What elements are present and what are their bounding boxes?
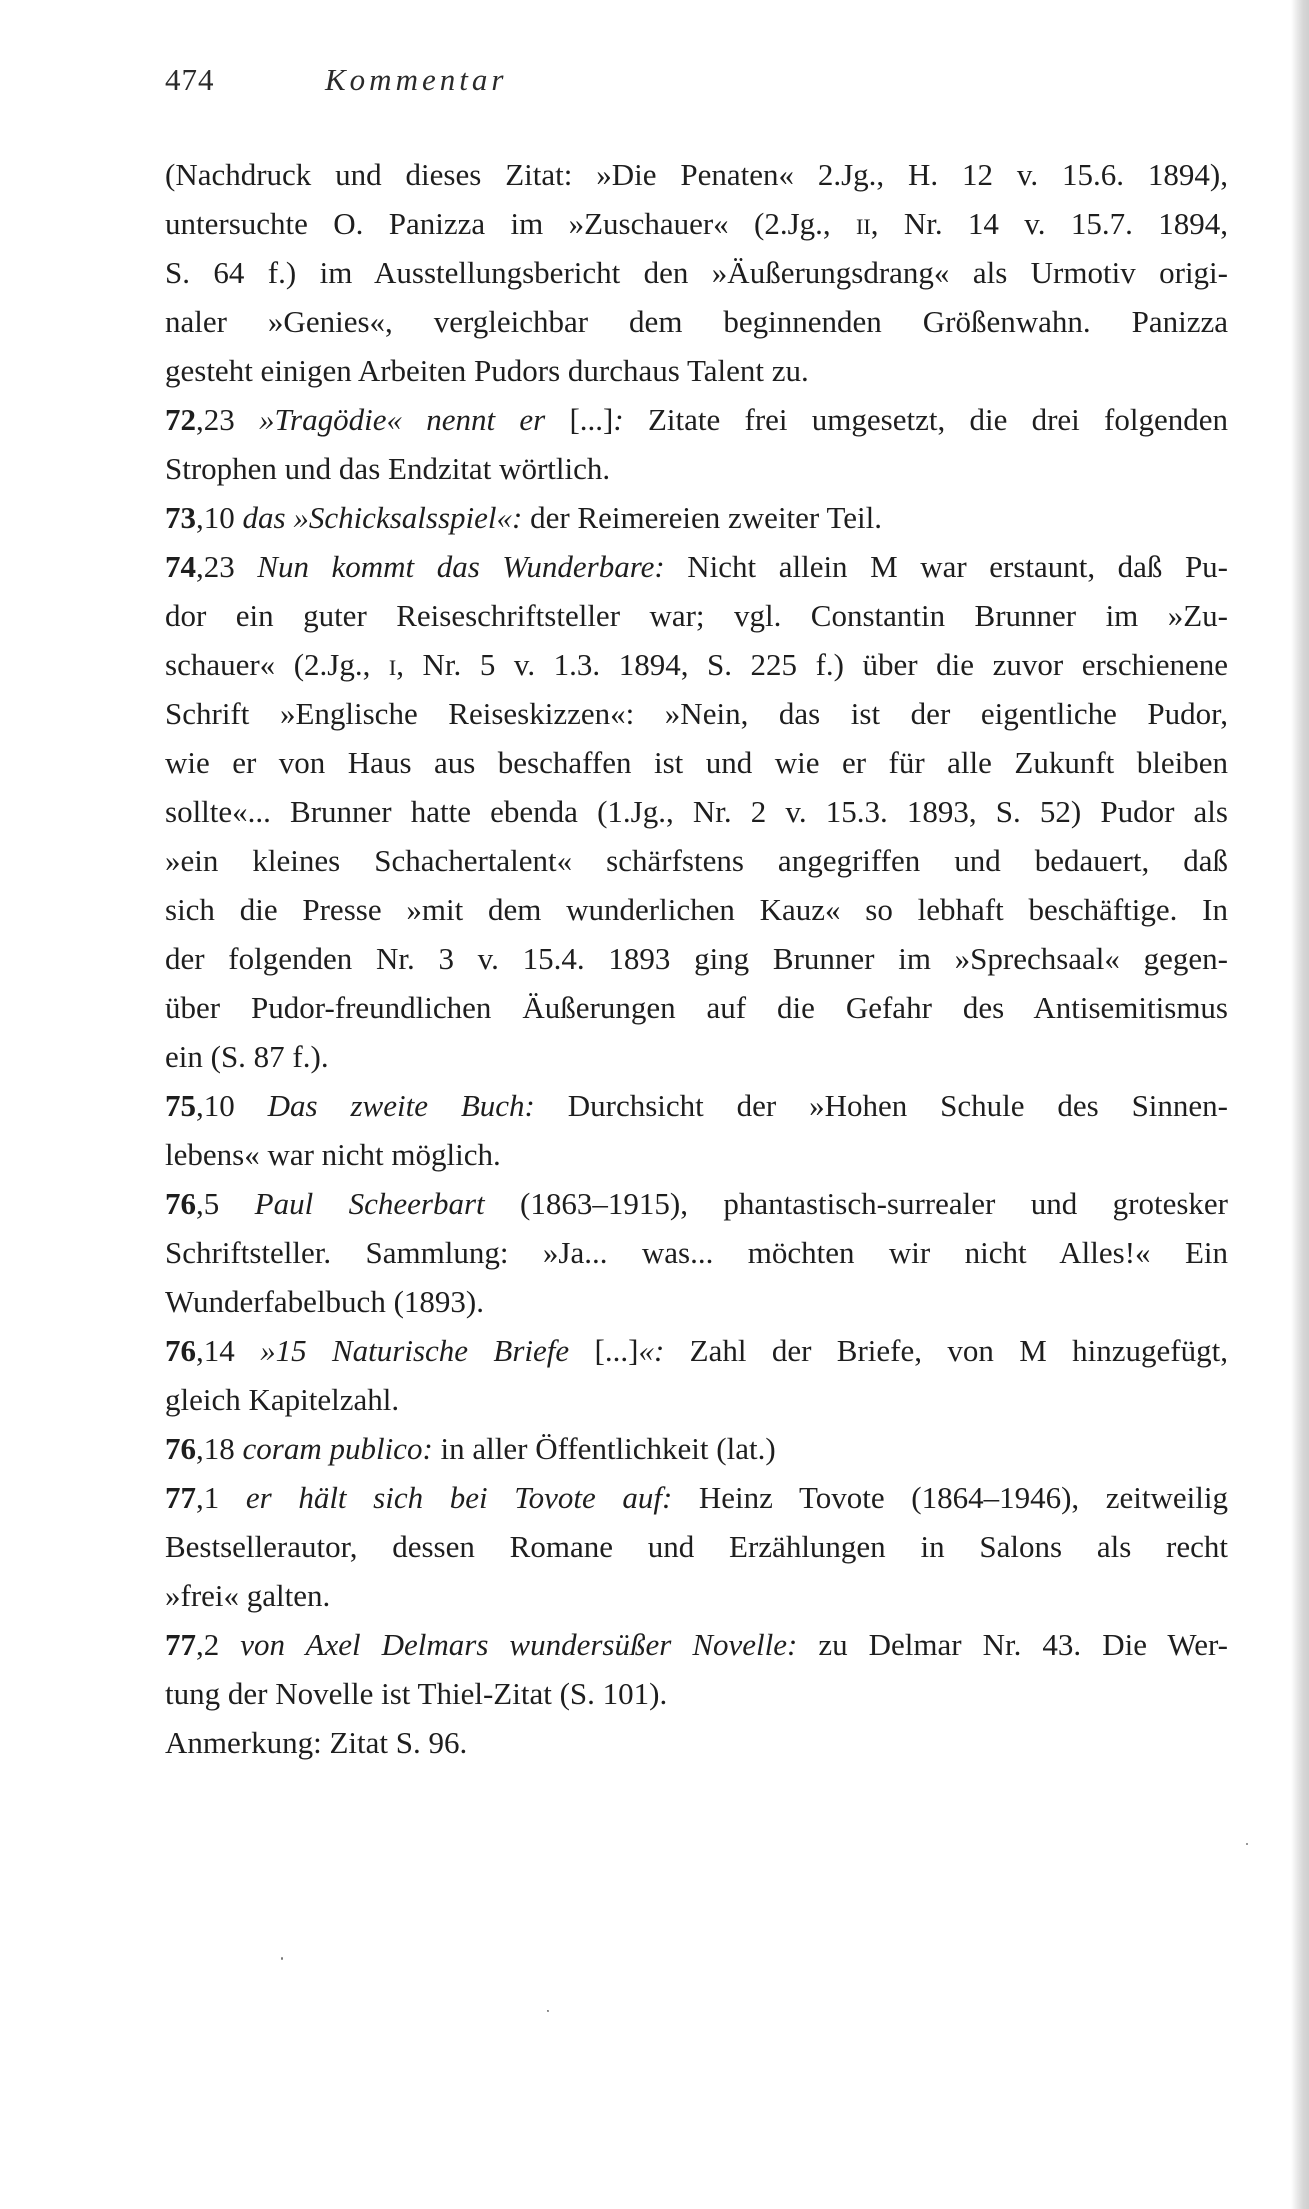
text-line: [165, 934, 1228, 983]
commentary-text: ,1: [196, 1480, 246, 1515]
commentary-text: , Nr. 14 v. 15.7. 1894,: [870, 206, 1228, 241]
commentary-text: ,18: [196, 1431, 243, 1466]
commentary-text: ,23: [196, 402, 260, 437]
commentary-text: in aller Öffentlichkeit (lat.): [432, 1431, 776, 1466]
lemma-text: er hält sich bei Tovote auf:: [245, 1480, 673, 1515]
commentary-text: wie er von Haus aus beschaffen ist und wie er für alle Zukunft bleiben: [165, 745, 1228, 780]
lemma-page-number: 74: [165, 549, 196, 584]
commentary-text: naler »Genies«, vergleichbar dem beginnenden Größenwahn. Panizza: [165, 304, 1228, 339]
commentary-text: ,2: [196, 1627, 241, 1662]
text-line: [165, 640, 1228, 689]
commentary-text: (1863–1915), phantastisch-surrealer und grotesker: [484, 1186, 1228, 1221]
commentary-text: sich die Presse »mit dem wunderlichen Kauz« so lebhaft beschäftige. In: [165, 892, 1228, 927]
text-line: [165, 1473, 1228, 1522]
scan-speck: [281, 1957, 283, 1960]
scan-speck: [547, 2010, 548, 2011]
commentary-text: [...]: [545, 402, 614, 437]
commentary-text: Schriftsteller. Sammlung: »Ja... was... möchten wir nicht Alles!« Ein: [165, 1235, 1228, 1270]
text-line: [165, 444, 1228, 493]
lemma-page-number: 77: [165, 1627, 196, 1662]
text-line: [165, 297, 1228, 346]
commentary-text: (Nachdruck und dieses Zitat: »Die Penaten« 2.Jg., H. 12 v. 15.6. 1894),: [165, 157, 1228, 192]
lemma-text: das »Schicksalsspiel«:: [242, 500, 523, 535]
page-number: 474: [165, 62, 215, 97]
roman-numeral: i: [388, 647, 397, 682]
commentary-text: sollte«... Brunner hatte ebenda (1.Jg., Nr. 2 v. 15.3. 1893, S. 52) Pudor als: [165, 794, 1228, 829]
commentary-text: dor ein guter Reiseschriftsteller war; vgl. Constantin Brunner im »Zu-: [165, 598, 1228, 633]
commentary-entry: [165, 1326, 1228, 1424]
text-line: [165, 689, 1228, 738]
commentary-text: Heinz Tovote (1864–1946), zeitweilig: [672, 1480, 1228, 1515]
commentary-text: gleich Kapitelzahl.: [165, 1382, 400, 1417]
text-line: [165, 1718, 1228, 1767]
commentary-text: ,14: [196, 1333, 261, 1368]
commentary-text: gesteht einigen Arbeiten Pudors durchaus Talent zu.: [165, 353, 809, 388]
commentary-text: ,5: [196, 1186, 255, 1221]
text-line: [165, 248, 1228, 297]
lemma-text: «:: [638, 1333, 665, 1368]
text-line: [165, 1179, 1228, 1228]
commentary-text: tung der Novelle ist Thiel-Zitat (S. 101).: [165, 1676, 668, 1711]
commentary-entry: [165, 1473, 1228, 1620]
text-line: [165, 493, 1228, 542]
commentary-text: ,10: [196, 500, 243, 535]
commentary-entry: [165, 1620, 1228, 1718]
lemma-text: :: [613, 402, 624, 437]
lemma-text: »Tragödie« nennt er: [259, 402, 546, 437]
lemma-page-number: 76: [165, 1333, 196, 1368]
commentary-text: ,10: [196, 1088, 268, 1123]
commentary-entry: [165, 542, 1228, 1081]
scan-page-edge-shadow: [1291, 0, 1309, 2209]
running-head: [0, 62, 1309, 112]
text-line: [165, 1326, 1228, 1375]
commentary-text: ,23: [196, 549, 258, 584]
text-line: [165, 1669, 1228, 1718]
roman-numeral: ii: [856, 206, 871, 241]
text-line: [165, 346, 1228, 395]
lemma-text: von Axel Delmars wundersüßer Novelle:: [240, 1627, 798, 1662]
lemma-text: Das zweite Buch:: [267, 1088, 535, 1123]
commentary-text: Zitate frei umgesetzt, die drei folgenden: [623, 402, 1228, 437]
text-line: [165, 836, 1228, 885]
text-line: [165, 199, 1228, 248]
text-line: [165, 542, 1228, 591]
commentary-entry: [165, 1081, 1228, 1179]
text-line: [165, 150, 1228, 199]
lemma-text: Paul Scheerbart: [254, 1186, 485, 1221]
commentary-text: zu Delmar Nr. 43. Die Wer-: [797, 1627, 1228, 1662]
commentary-text: Nicht allein M war erstaunt, daß Pu-: [664, 549, 1229, 584]
commentary-entry: [165, 493, 1228, 542]
text-line: [165, 1620, 1228, 1669]
commentary-text: S. 64 f.) im Ausstellungsbericht den »Äußerungsdrang« als Urmotiv origi-: [165, 255, 1228, 290]
scan-speck: [1246, 1843, 1248, 1845]
commentary-text: Wunderfabelbuch (1893).: [165, 1284, 484, 1319]
commentary-entry: [165, 1179, 1228, 1326]
commentary-text: , Nr. 5 v. 1.3. 1894, S. 225 f.) über die zuvor erschienene: [396, 647, 1228, 682]
text-line: [165, 738, 1228, 787]
lemma-text: Nun kommt das Wunderbare:: [257, 549, 665, 584]
commentary-text: untersuchte O. Panizza im »Zuschauer« (2.Jg.,: [165, 206, 857, 241]
text-line: [165, 1375, 1228, 1424]
text-line: [165, 1522, 1228, 1571]
commentary-entry: [165, 150, 1228, 395]
commentary-text: »ein kleines Schachertalent« schärfstens angegriffen und bedauert, daß: [165, 843, 1228, 878]
commentary-text: ein (S. 87 f.).: [165, 1039, 329, 1074]
commentary-text: [...]: [569, 1333, 639, 1368]
text-line: [165, 983, 1228, 1032]
commentary-text: Anmerkung: Zitat S. 96.: [165, 1725, 468, 1760]
text-line: [165, 1277, 1228, 1326]
text-line: [165, 1424, 1228, 1473]
text-line: [165, 1228, 1228, 1277]
commentary-text: »frei« galten.: [165, 1578, 331, 1613]
commentary-text: Schrift »Englische Reiseskizzen«: »Nein, das ist der eigentliche Pudor,: [165, 696, 1228, 731]
commentary-text: Durchsicht der »Hohen Schule des Sinnen-: [534, 1088, 1228, 1123]
commentary-text: Bestsellerautor, dessen Romane und Erzählungen in Salons als recht: [165, 1529, 1228, 1564]
commentary-body: [165, 150, 1228, 1767]
lemma-text: »15 Naturische Briefe: [260, 1333, 570, 1368]
commentary-text: der folgenden Nr. 3 v. 15.4. 1893 ging Brunner im »Sprechsaal« gegen-: [165, 941, 1228, 976]
lemma-page-number: 75: [165, 1088, 196, 1123]
text-line: [165, 1032, 1228, 1081]
commentary-entry: [165, 395, 1228, 493]
text-line: [165, 1571, 1228, 1620]
text-line: [165, 787, 1228, 836]
lemma-page-number: 72: [165, 402, 196, 437]
lemma-text: coram publico:: [242, 1431, 433, 1466]
commentary-text: lebens« war nicht möglich.: [165, 1137, 501, 1172]
commentary-text: schauer« (2.Jg.,: [165, 647, 389, 682]
lemma-page-number: 76: [165, 1186, 196, 1221]
commentary-text: Zahl der Briefe, von M hinzugefügt,: [664, 1333, 1228, 1368]
running-head-title: Kommentar: [325, 62, 508, 97]
lemma-page-number: 77: [165, 1480, 196, 1515]
text-line: [165, 885, 1228, 934]
commentary-text: der Reimereien zweiter Teil.: [522, 500, 882, 535]
lemma-page-number: 73: [165, 500, 196, 535]
commentary-text: Strophen und das Endzitat wörtlich.: [165, 451, 611, 486]
text-line: [165, 1130, 1228, 1179]
text-line: [165, 591, 1228, 640]
lemma-page-number: 76: [165, 1431, 196, 1466]
text-line: [165, 1081, 1228, 1130]
commentary-entry: [165, 1718, 1228, 1767]
commentary-entry: [165, 1424, 1228, 1473]
text-line: [165, 395, 1228, 444]
commentary-text: über Pudor-freundlichen Äußerungen auf die Gefahr des Antisemitismus: [165, 990, 1228, 1025]
